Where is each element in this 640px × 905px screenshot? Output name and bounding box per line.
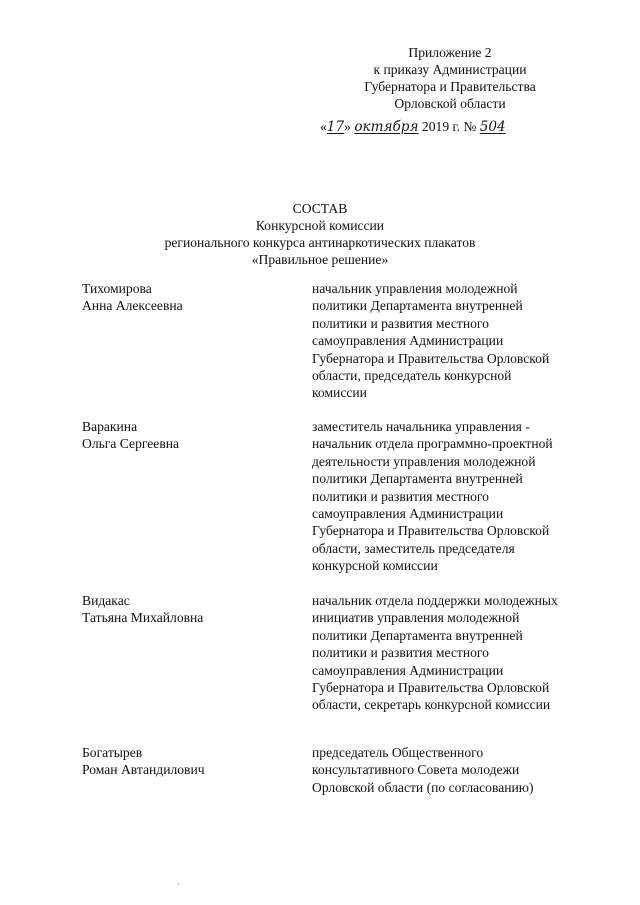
scan-speck: · — [177, 880, 180, 889]
order-number-handwritten: 504 — [479, 119, 506, 135]
member-surname: Тихомирова — [82, 281, 152, 296]
appendix-line: Орловской области — [394, 96, 506, 111]
member-surname: Варакина — [82, 419, 138, 434]
appendix-line: Губернатора и Правительства — [364, 79, 536, 94]
appendix-block — [300, 44, 600, 112]
date-year-text: 2019 г. № — [421, 119, 477, 134]
member-role — [312, 744, 597, 796]
role-line: заместитель начальника управления - — [312, 419, 530, 434]
member-given-names: Роман Автандилович — [82, 762, 205, 778]
date-open-quote: « — [320, 119, 327, 134]
title-line: СОСТАВ — [292, 201, 348, 216]
appendix-line: Приложение 2 — [408, 45, 492, 60]
member-given-names: Татьяна Михайловна — [82, 610, 204, 626]
member-role — [312, 280, 597, 402]
member-name — [82, 280, 282, 315]
member-name — [82, 592, 282, 627]
role-line: инициатив управления молодежной — [312, 610, 520, 626]
role-line: самоуправления Администрации — [312, 662, 504, 678]
date-close-quote: » — [344, 119, 351, 134]
date-day-handwritten: 17 — [326, 119, 345, 135]
document-title — [100, 200, 540, 268]
role-line: политики Департамента внутренней — [312, 627, 523, 643]
role-line: политики Департамента внутренней — [312, 298, 523, 314]
member-name — [82, 418, 282, 453]
role-line: Губернатора и Правительства Орловской — [312, 350, 550, 366]
role-line: области, председатель конкурсной — [312, 368, 512, 384]
order-date-line — [320, 118, 600, 136]
role-line: Орловской области (по согласованию) — [312, 779, 534, 795]
role-line: начальник управления молодежной — [312, 281, 518, 296]
member-surname: Видакас — [82, 593, 130, 608]
role-line: консультативного Совета молодежи — [312, 762, 520, 778]
role-line: самоуправления Администрации — [312, 506, 504, 522]
date-month-handwritten: октября — [354, 119, 419, 135]
role-line: области, заместитель председателя — [312, 540, 515, 556]
role-line: Губернатора и Правительства Орловской — [312, 523, 550, 539]
title-line: Конкурсной комиссии — [255, 218, 385, 233]
member-given-names: Ольга Сергеевна — [82, 436, 180, 452]
appendix-line: к приказу Администрации — [373, 62, 527, 77]
title-line: «Правильное решение» — [251, 252, 389, 267]
role-line: начальник отдела программно-проектной — [312, 436, 553, 452]
role-line: политики и развития местного — [312, 645, 489, 661]
member-role — [312, 592, 597, 714]
role-line: председатель Общественного — [312, 745, 484, 760]
role-line: политики Департамента внутренней — [312, 471, 523, 487]
role-line: начальник отдела поддержки молодежных — [312, 593, 558, 608]
title-line: регионального конкурса антинаркотических плакатов — [164, 235, 476, 250]
member-given-names: Анна Алексеевна — [82, 298, 183, 314]
role-line: деятельности управления молодежной — [312, 453, 536, 469]
role-line: политики и развития местного — [312, 315, 489, 331]
member-name — [82, 744, 282, 779]
role-line: самоуправления Администрации — [312, 333, 504, 349]
role-line: области, секретарь конкурсной комиссии — [312, 697, 551, 713]
role-line: конкурсной комиссии — [312, 558, 438, 574]
role-line: Губернатора и Правительства Орловской — [312, 680, 550, 696]
member-surname: Богатырев — [82, 745, 143, 760]
member-role — [312, 418, 597, 575]
role-line: политики и развития местного — [312, 488, 489, 504]
role-line: комиссии — [312, 385, 367, 401]
